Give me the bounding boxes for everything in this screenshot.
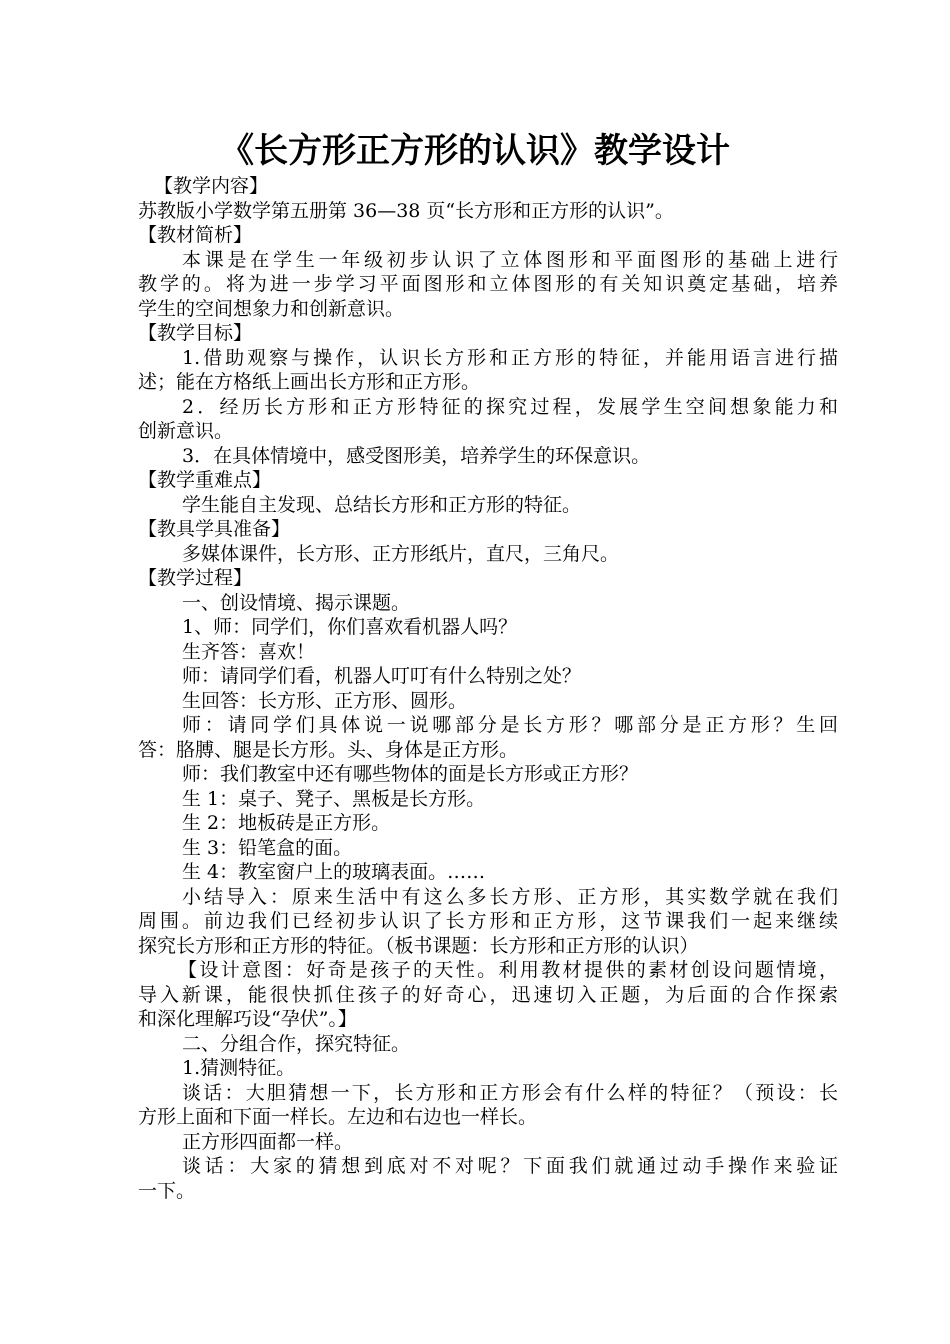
paragraph-line: 一、创设情境、揭示课题。	[182, 591, 411, 614]
paragraph-line: 谈话：大家的猜想到底对不对呢？下面我们就通过动手操作来验证	[182, 1155, 838, 1177]
paragraph-line: 探究长方形和正方形的特征。（板书课题：长方形和正方形的认识）	[138, 934, 699, 957]
section-heading-process: 【教学过程】	[138, 567, 253, 589]
paragraph-line: 多媒体课件，长方形、正方形纸片，直尺，三角尺。	[182, 542, 620, 565]
paragraph-line: 小结导入：原来生活中有这么多长方形、正方形，其实数学就在我们	[182, 885, 838, 908]
paragraph-line: 1.猜测特征。	[182, 1057, 296, 1079]
paragraph-line: 正方形四面都一样。	[182, 1130, 354, 1153]
paragraph-line: 生 1：桌子、凳子、黑板是长方形。	[182, 787, 486, 810]
paragraph-line: 生 3：铅笔盒的面。	[182, 836, 353, 859]
paragraph-line: 生 2：地板砖是正方形。	[182, 812, 391, 834]
paragraph-line: 苏教版小学数学第五册第 36—38 页“长方形和正方形的认识”。	[138, 199, 674, 222]
paragraph-line: 学生能自主发现、总结长方形和正方形的特征。	[182, 493, 582, 516]
section-heading-key-points: 【教学重难点】	[138, 469, 272, 491]
section-heading-content: 【教学内容】	[154, 175, 269, 197]
section-heading-materials: 【教具学具准备】	[138, 518, 291, 540]
paragraph-line: 师：我们教室中还有哪些物体的面是长方形或正方形？	[182, 763, 639, 785]
paragraph-line: 2．经历长方形和正方形特征的探究过程，发展学生空间想象能力和	[182, 395, 838, 418]
paragraph-line: 方形上面和下面一样长。左边和右边也一样长。	[138, 1106, 538, 1128]
paragraph-line: 生回答：长方形、正方形、圆形。	[182, 689, 468, 712]
paragraph-line: 述；能在方格纸上画出长方形和正方形。	[138, 371, 481, 393]
paragraph-line: 和深化理解巧设“孕伏”。】	[138, 1008, 357, 1030]
paragraph-line: 生齐答：喜欢！	[182, 640, 316, 663]
paragraph-line: 生 4：教室窗户上的玻璃表面。……	[182, 861, 486, 883]
paragraph-line: 1.借助观察与操作，认识长方形和正方形的特征，并能用语言进行描	[182, 346, 838, 369]
document-title: 《长方形正方形的认识》教学设计	[220, 131, 730, 171]
section-heading-analysis: 【教材简析】	[138, 224, 253, 246]
section-heading-goals: 【教学目标】	[138, 322, 253, 344]
paragraph-line: 答：胳膊、腿是长方形。头、身体是正方形。	[138, 738, 519, 761]
paragraph-line: 二、分组合作，探究特征。	[182, 1032, 411, 1055]
paragraph-line: 周围。前边我们已经初步认识了长方形和正方形，这节课我们一起来继续	[138, 910, 838, 932]
paragraph-line: 本课是在学生一年级初步认识了立体图形和平面图形的基础上进行	[182, 248, 838, 271]
paragraph-line: 导入新课，能很快抓住孩子的好奇心，迅速切入正题，为后面的合作探索	[138, 983, 838, 1006]
paragraph-line: 1、师：同学们，你们喜欢看机器人吗？	[182, 616, 518, 638]
paragraph-line: 一下。	[138, 1179, 196, 1202]
paragraph-line: 教学的。将为进一步学习平面图形和立体图形的有关知识奠定基础，培养	[138, 273, 838, 295]
paragraph-line: 【设计意图：好奇是孩子的天性。利用教材提供的素材创设问题情境，	[178, 959, 838, 981]
paragraph-line: 3．在具体情境中，感受图形美，培养学生的环保意识。	[182, 444, 651, 467]
paragraph-line: 学生的空间想象力和创新意识。	[138, 297, 405, 320]
document-body	[138, 174, 838, 1203]
paragraph-line: 谈话：大胆猜想一下，长方形和正方形会有什么样的特征？（预设：长	[182, 1081, 838, 1104]
paragraph-line: 创新意识。	[138, 420, 234, 442]
paragraph-line: 师：请同学们看，机器人叮叮有什么特别之处？	[182, 665, 582, 687]
paragraph-line: 师：请同学们具体说一说哪部分是长方形？哪部分是正方形？生回	[182, 714, 838, 736]
